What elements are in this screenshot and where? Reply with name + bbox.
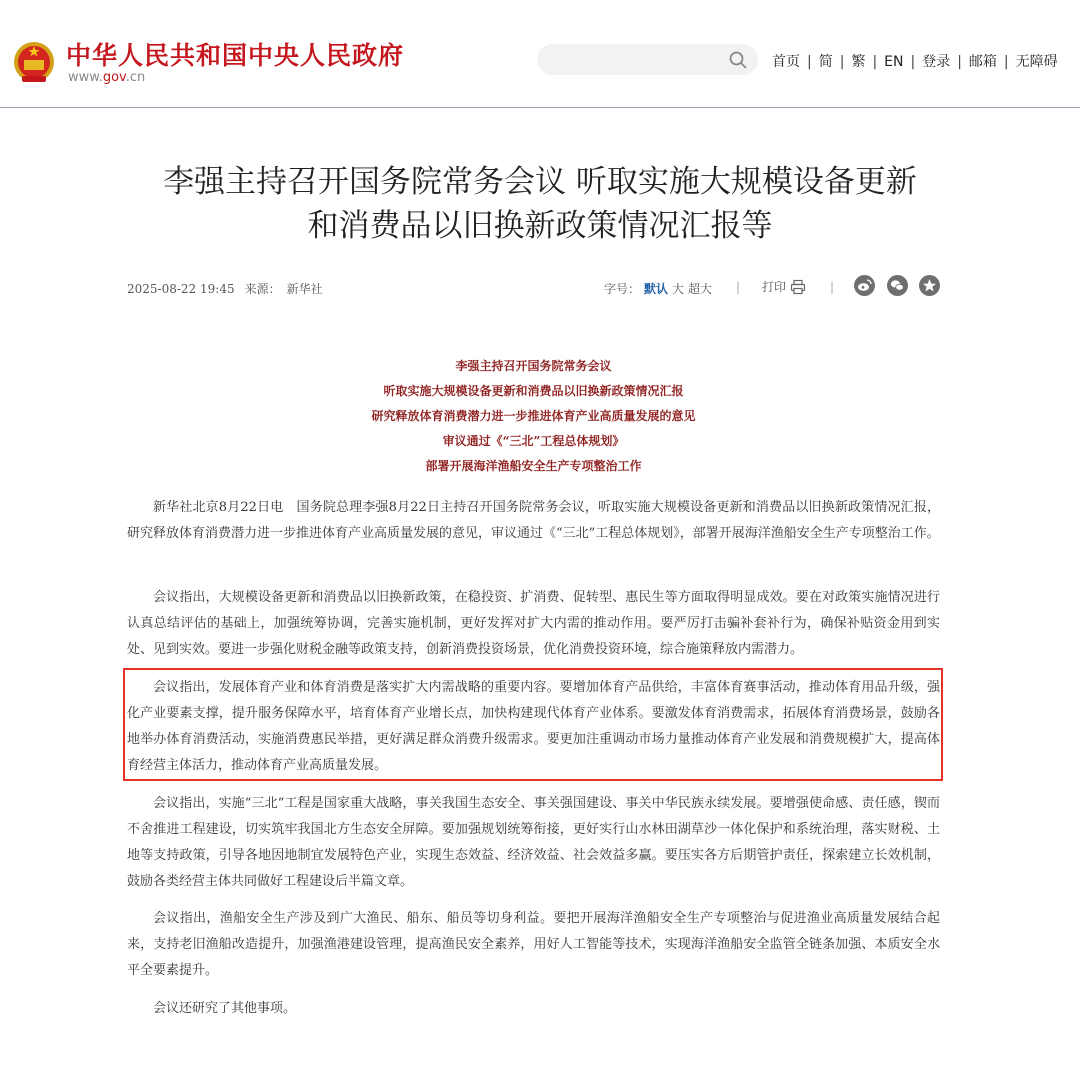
article-paragraph: 会议指出，大规模设备更新和消费品以旧换新政策，在稳投资、扩消费、促转型、惠民生等方面取得明显成效。要在对政策实施情况进行认真总结评估的基础上，加强统筹协调，完善实施机制，更好发挥对扩大内需的推动作用。要严厉打击骗补套补行为，确保补贴资金用到实处、见到实效。要进一步强化财税金融等政策支持，创新消费投资场景，优化消费投资环境，综合施策释放内需潜力。 bbox=[127, 590, 940, 657]
site-name[interactable]: 中华人民共和国中央人民政府 bbox=[66, 41, 405, 70]
top-nav: 首页 | 简 | 繁 | EN | 登录 | 邮箱 | 无障碍 bbox=[772, 54, 1058, 70]
printer-icon bbox=[790, 279, 806, 295]
summary-line: 听取实施大规模设备更新和消费品以旧换新政策情况汇报 bbox=[383, 384, 684, 398]
nav-mailbox[interactable]: 邮箱 bbox=[968, 54, 997, 70]
summary-line: 部署开展海洋渔船安全生产专项整治工作 bbox=[425, 459, 642, 473]
nav-login[interactable]: 登录 bbox=[922, 54, 951, 70]
divider: | bbox=[830, 280, 835, 294]
summary-line: 研究释放体育消费潜力进一步推进体育产业高质量发展的意见 bbox=[371, 409, 696, 423]
font-size-switcher: 字号： 默认 大 超大 bbox=[604, 282, 713, 296]
summary-line: 审议通过《“三北”工程总体规划》 bbox=[442, 434, 625, 448]
summary-line: 李强主持召开国务院常务会议 bbox=[455, 359, 612, 373]
article-source: 新华社 bbox=[286, 282, 323, 296]
weibo-icon[interactable] bbox=[854, 275, 875, 296]
nav-accessibility[interactable]: 无障碍 bbox=[1015, 54, 1058, 70]
site-header bbox=[0, 0, 1080, 108]
article-paragraph: 会议指出，发展体育产业和体育消费是落实扩大内需战略的重要内容。要增加体育产品供给，丰富体育赛事活动，推动体育用品升级，强化产业要素支撑，提升服务保障水平，培育体育产业增长点，加快构建现代体育产业体系。要激发体育消费需求，拓展体育消费场景，鼓励各地举办体育消费活动，实施消费惠民举措，更好满足群众消费升级需求。要更加注重调动市场力量推动体育产业发展和消费规模扩大，提高体育经营主体活力，推动体育产业高质量发展。 bbox=[127, 680, 940, 773]
article-paragraph: 会议指出，渔船安全生产涉及到广大渔民、船东、船员等切身利益。要把开展海洋渔船安全生产专项整治与促进渔业高质量发展结合起来，支持老旧渔船改造提升，加强渔港建设管理，提高渔民安全素养，用好人工智能等技术，实现海洋渔船安全监管全链条加强、本质安全水平全要素提升。 bbox=[127, 911, 940, 978]
font-size-xlarge[interactable]: 超大 bbox=[688, 282, 713, 296]
font-size-large[interactable]: 大 bbox=[672, 282, 685, 296]
search-input[interactable] bbox=[551, 49, 725, 71]
search-icon[interactable] bbox=[728, 50, 748, 70]
font-size-default[interactable]: 默认 bbox=[644, 282, 669, 296]
nav-simplified[interactable]: 简 bbox=[818, 54, 833, 70]
print-button[interactable]: 打印 bbox=[762, 278, 806, 295]
nav-traditional[interactable]: 繁 bbox=[851, 54, 866, 70]
nav-english[interactable]: EN bbox=[884, 54, 904, 70]
article-meta: 2025-08-22 19:45 来源： 新华社 bbox=[127, 282, 323, 296]
article-paragraph: 会议还研究了其他事项。 bbox=[153, 1001, 297, 1016]
highlight-box bbox=[123, 668, 943, 781]
site-url: www.gov.cn bbox=[68, 70, 146, 85]
search-box bbox=[537, 44, 758, 75]
article-paragraph: 新华社北京8月22日电 国务院总理李强8月22日主持召开国务院常务会议，听取实施大规模设备更新和消费品以旧换新政策情况汇报，研究释放体育消费潜力进一步推进体育产业高质量发展的意见，审议通过《“三北”工程总体规划》，部署开展海洋渔船安全生产专项整治工作。 bbox=[127, 500, 940, 541]
nav-home[interactable]: 首页 bbox=[772, 54, 800, 70]
wechat-icon[interactable] bbox=[887, 275, 908, 296]
national-emblem-icon[interactable] bbox=[12, 38, 56, 86]
publish-datetime: 2025-08-22 19:45 bbox=[127, 282, 235, 296]
article-title: 李强主持召开国务院常务会议 听取实施大规模设备更新 和消费品以旧换新政策情况汇报等 bbox=[163, 164, 917, 244]
article-paragraph: 会议指出，实施“三北”工程是国家重大战略，事关我国生态安全、事关强国建设、事关中华民族永续发展。要增强使命感、责任感，锲而不舍推进工程建设，切实筑牢我国北方生态安全屏障。要加强规划统筹衔接，更好实行山水林田湖草沙一体化保护和系统治理，落实财税、土地等支持政策，引导各地因地制宜发展特色产业，实现生态效益、经济效益、社会效益多赢。要压实各方后期管护责任，探索建立长效机制，鼓励各类经营主体共同做好工程建设后半篇文章。 bbox=[127, 796, 940, 889]
favorite-star-icon[interactable] bbox=[919, 275, 940, 296]
divider: | bbox=[736, 280, 741, 294]
article-summary bbox=[127, 358, 940, 483]
